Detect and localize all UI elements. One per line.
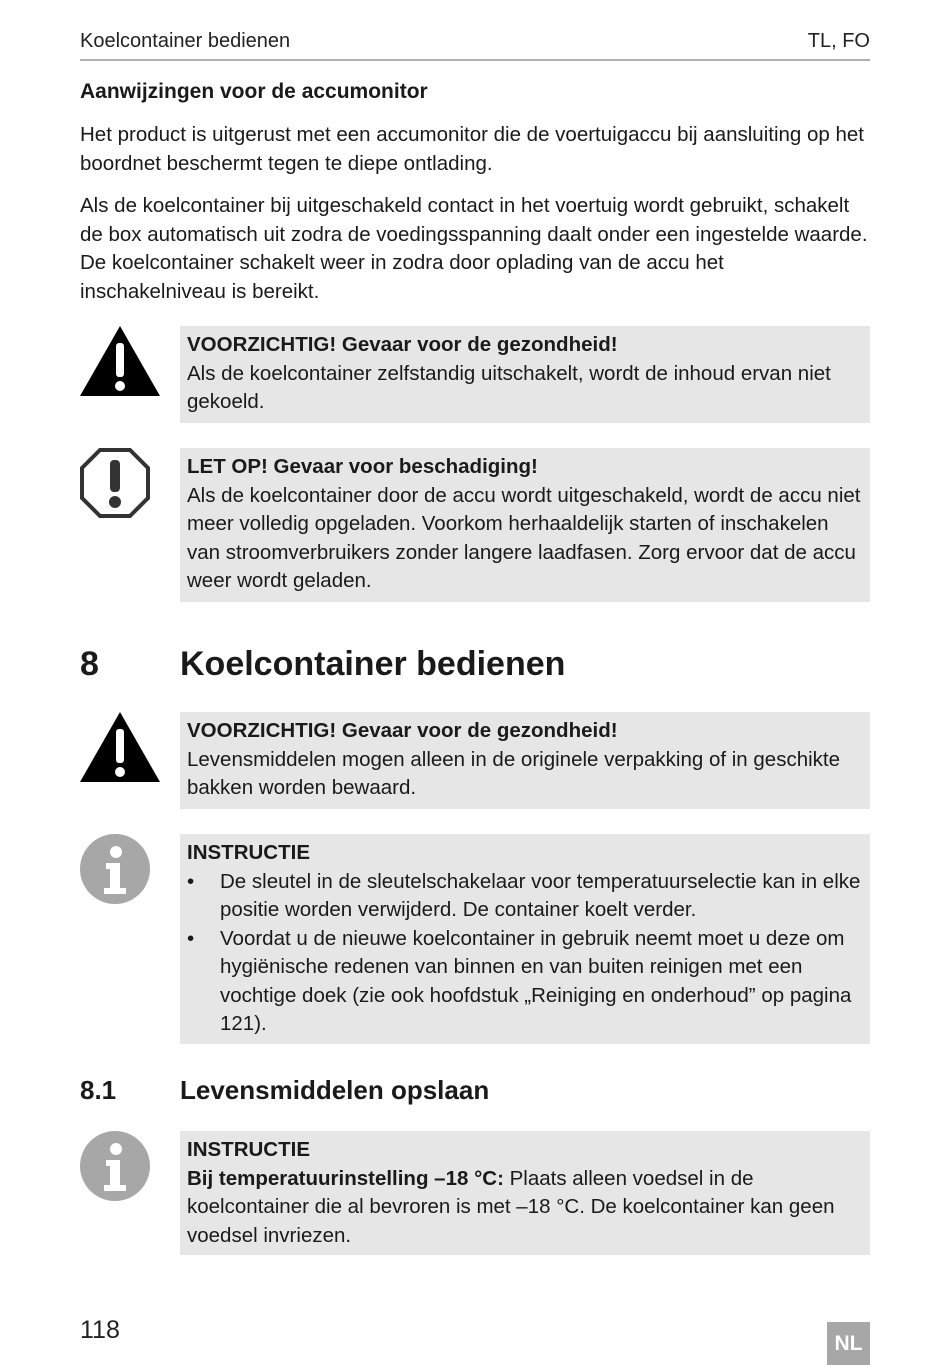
info-title: INSTRUCTIE xyxy=(187,841,310,864)
running-header-title: Koelcontainer bedienen xyxy=(80,30,291,52)
chapter-title: Koelcontainer bedienen xyxy=(180,645,566,683)
caution-text: Levensmiddelen mogen alleen in de originele verpakking of in geschikte bakken worden bewaard. xyxy=(187,747,840,799)
notice-note-battery-damage xyxy=(180,448,870,602)
language-badge: NL xyxy=(827,1322,870,1365)
list-item: • Voordat u de nieuwe koelcontainer in gebruik neemt moet u deze om hygiënische redenen van binnen en van buiten reinigen met een vochtige doek (zie ook hoofdstuk „Reiniging en onderhoud” op pagina 121). xyxy=(187,925,862,1039)
header-rule xyxy=(80,59,870,61)
page-number: 118 xyxy=(80,1316,120,1344)
info-note-freezing xyxy=(180,1131,870,1255)
section-number: 8.1 xyxy=(80,1075,117,1105)
accumonitor-heading: Aanwijzingen voor de accumonitor xyxy=(80,80,428,103)
info-text: Plaats alleen voedsel in de koelcontainer die al bevroren is met –18 °C. De koelcontainer kan geen voedsel invriezen. xyxy=(187,1166,835,1247)
caution-note-food xyxy=(180,712,870,809)
accumonitor-paragraph-2: Als de koelcontainer bij uitgeschakeld contact in het voertuig wordt gebruikt, schakelt de box automatisch uit zodra de voedingsspanning daalt onder een ingestelde waarde. De koelcontainer schakelt weer in zodra door oplading van de accu het inschakelniveau is bereikt. xyxy=(80,194,868,303)
chapter-number: 8 xyxy=(80,645,99,683)
info-title: INSTRUCTIE xyxy=(187,1138,310,1161)
notice-text: Als de koelcontainer door de accu wordt uitgeschakeld, wordt de accu niet meer volledig opgeladen. Voorkom herhaaldelijk starten of inschakelen van stroomverbruikers zonder langere laadfasen. Zorg ervoor dat de accu weer wordt geladen. xyxy=(187,483,861,592)
section-title: Levensmiddelen opslaan xyxy=(180,1075,490,1105)
caution-text: Als de koelcontainer zelfstandig uitschakelt, wordt de inhoud ervan niet gekoeld. xyxy=(187,361,831,413)
info-bullet-list xyxy=(187,868,862,1039)
notice-title: LET OP! Gevaar voor beschadiging! xyxy=(187,455,538,478)
info-bold-lead: Bij temperatuurinstelling –18 °C: xyxy=(187,1166,504,1190)
warning-triangle-icon xyxy=(79,711,161,783)
list-item: • De sleutel in de sleutelschakelaar voor temperatuurselectie kan in elke positie worden verwijderd. De container koelt verder. xyxy=(187,868,862,925)
running-header-models: TL, FO xyxy=(807,30,870,52)
info-note-usage xyxy=(180,834,870,1044)
warning-triangle-icon xyxy=(79,325,161,397)
octagon-exclamation-icon xyxy=(79,447,151,519)
caution-title: VOORZICHTIG! Gevaar voor de gezondheid! xyxy=(187,719,618,742)
caution-title: VOORZICHTIG! Gevaar voor de gezondheid! xyxy=(187,333,618,356)
caution-note-battery xyxy=(180,326,870,423)
info-icon xyxy=(79,833,151,905)
info-icon xyxy=(79,1130,151,1202)
accumonitor-paragraph-1: Het product is uitgerust met een accumonitor die de voertuigaccu bij aansluiting op het boordnet beschermt tegen te diepe ontlading. xyxy=(80,123,865,175)
